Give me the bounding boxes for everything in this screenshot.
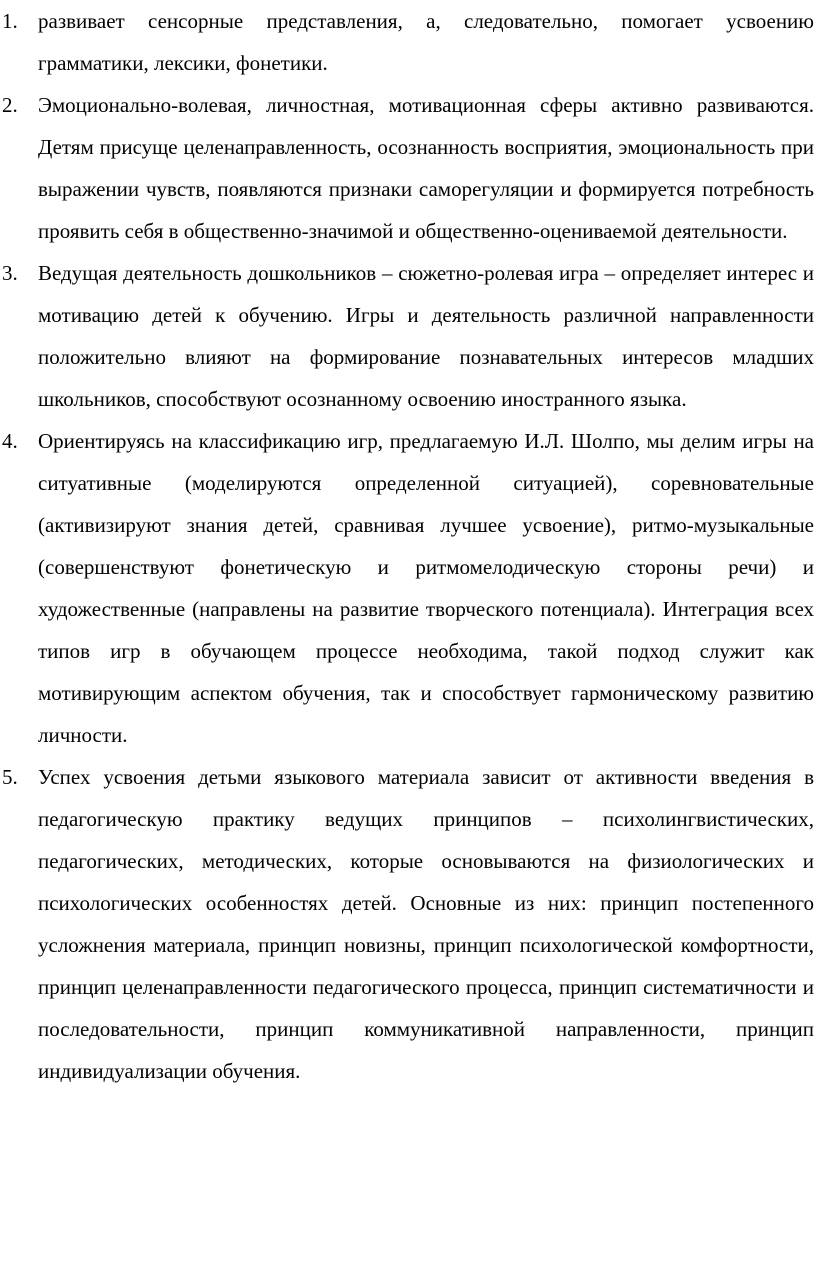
list-item-text: Успех усвоения детьми языкового материала зависит от активности введения в педагогическую практику ведущих принципов – психолингвистических, педагогических, методических, которые основываются на физиологических и психологических особенностях детей. Основные из них: принцип постепенного усложнения материала, принцип новизны, принцип психологической комфортности, принцип целенаправленности педагогического процесса, принцип систематичности и последовательности, принцип коммуникативной направленности, принцип индивидуализации обучения. [38, 765, 814, 1083]
list-item [0, 252, 814, 420]
list-item-number: 1. [2, 9, 18, 33]
list-item [0, 756, 814, 1092]
list-item-text: Ведущая деятельность дошкольников – сюжетно-ролевая игра – определяет интерес и мотивацию детей к обучению. Игры и деятельность различной направленности положительно влияют на формирование познавательных интересов младших школьников, способствуют осознанному освоению иностранного языка. [38, 261, 814, 411]
list-item [0, 420, 814, 756]
list-item-number: 3. [2, 261, 18, 285]
list-item [0, 0, 814, 84]
list-item-number: 2. [2, 93, 18, 117]
list-item-number: 4. [2, 429, 18, 453]
list-item-text: Ориентируясь на классификацию игр, предлагаемую И.Л. Шолпо, мы делим игры на ситуативные (моделируются определенной ситуацией), соревновательные (активизируют знания детей, сравнивая лучшее усвоение), ритмо-музыкальные (совершенствуют фонетическую и ритмомелодическую стороны речи) и художественные (направлены на развитие творческого потенциала). Интеграция всех типов игр в обучающем процессе необходима, такой подход служит как мотивирующим аспектом обучения, так и способствует гармоническому развитию личности. [38, 429, 814, 747]
list-item-number: 5. [2, 765, 18, 789]
list-item-text: Эмоционально-волевая, личностная, мотивационная сферы активно развиваются. Детям присуще целенаправленность, осознанность восприятия, эмоциональность при выражении чувств, появляются признаки саморегуляции и формируется потребность проявить себя в общественно-значимой и общественно-оцениваемой деятельности. [38, 93, 814, 243]
list-item-text: развивает сенсорные представления, а, следовательно, помогает усвоению грамматики, лексики, фонетики. [38, 9, 814, 75]
list-item [0, 84, 814, 252]
